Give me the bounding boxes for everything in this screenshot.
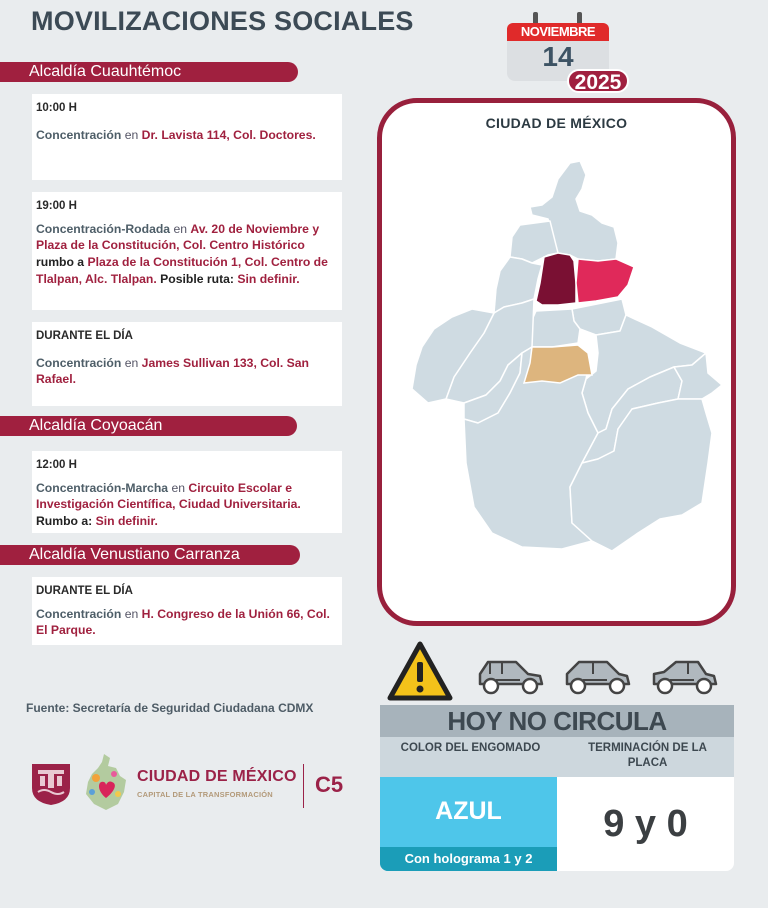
calendar-year: 2025 bbox=[567, 69, 629, 93]
event-description bbox=[36, 480, 338, 530]
event-description bbox=[36, 606, 338, 639]
hoy-no-circula-title: HOY NO CIRCULA bbox=[380, 705, 734, 737]
section-band-cuauhtemoc bbox=[0, 62, 298, 82]
source-note: Fuente: Secretaría de Seguridad Ciudadana CDMX bbox=[26, 701, 314, 715]
sticker-color-header: COLOR DEL ENGOMADO bbox=[400, 742, 541, 754]
cdmx-map-panel bbox=[377, 98, 736, 626]
hologram-note: Con holograma 1 y 2 bbox=[380, 847, 557, 871]
cdmx-coat-of-arms-icon bbox=[30, 762, 72, 806]
event-text-segment: Av. 20 de Noviembre y Plaza de la Constitución, Col. Centro Histórico bbox=[36, 221, 320, 253]
sticker-color-cell bbox=[380, 777, 557, 871]
footer-logos bbox=[30, 752, 360, 814]
plate-ending-value: 9 y 0 bbox=[557, 777, 734, 871]
logo-tagline: CAPITAL DE LA TRANSFORMACIÓN bbox=[137, 790, 273, 799]
event-card bbox=[32, 577, 342, 645]
cdmx-map bbox=[382, 103, 731, 621]
event-text-segment: Concentración bbox=[36, 127, 122, 142]
date-calendar bbox=[507, 12, 622, 94]
car-icon bbox=[563, 658, 633, 698]
car-icon bbox=[650, 658, 720, 698]
event-text-segment: Dr. Lavista 114, Col. Doctores. bbox=[141, 127, 316, 142]
warning-icon bbox=[386, 640, 454, 704]
event-text-segment: Posible ruta: bbox=[156, 271, 238, 286]
page-title: MOVILIZACIONES SOCIALES bbox=[31, 6, 414, 36]
event-card bbox=[32, 451, 342, 533]
alcaldia-label: Alcaldía Coyoacán bbox=[29, 417, 163, 434]
event-text-segment: Concentración-Rodada bbox=[36, 221, 171, 236]
event-card bbox=[32, 192, 342, 310]
event-text-segment: Rumbo a: bbox=[36, 514, 96, 529]
plate-ending-header: TERMINACIÓN DE LA PLACA bbox=[588, 742, 707, 769]
alcaldia-label: Alcaldía Venustiano Carranza bbox=[29, 546, 240, 563]
calendar-day: 14 bbox=[507, 41, 609, 81]
event-text-segment: en bbox=[121, 606, 142, 621]
logo-c5: C5 bbox=[315, 772, 344, 797]
event-text-segment: Plaza de la Constitución 1, Col. Centro de Tlalpan, Alc. Tlalpan. bbox=[36, 255, 328, 286]
event-time: 19:00 H bbox=[36, 200, 77, 212]
event-card bbox=[32, 94, 342, 180]
event-text-segment: rumbo a bbox=[36, 255, 88, 270]
calendar-month: NOVIEMBRE bbox=[507, 23, 609, 41]
map-region-venustiano-carranza-highlight bbox=[576, 259, 634, 303]
event-text-segment: Sin definir. bbox=[237, 271, 300, 286]
section-band-venustiano-carranza bbox=[0, 545, 300, 565]
event-time: 10:00 H bbox=[36, 102, 77, 114]
event-text-segment: Concentración bbox=[36, 606, 122, 621]
event-text-segment: Sin definir. bbox=[95, 514, 158, 529]
event-text-segment: en bbox=[121, 127, 142, 142]
event-time: DURANTE EL DÍA bbox=[36, 330, 133, 342]
event-text-segment: Concentración bbox=[36, 355, 122, 370]
map-title: CIUDAD DE MÉXICO bbox=[485, 115, 628, 131]
event-description bbox=[36, 355, 338, 388]
section-band-coyoacan bbox=[0, 416, 297, 436]
cdmx-map-heart-icon bbox=[82, 752, 130, 812]
map-region-cuauhtemoc-highlight bbox=[536, 253, 576, 305]
event-card bbox=[32, 322, 342, 406]
event-text-segment: Concentración-Marcha bbox=[36, 480, 169, 495]
event-text-segment: en bbox=[170, 221, 191, 236]
event-text-segment: Circuito Escolar e Investigación Científica, Ciudad Universitaria. bbox=[36, 480, 301, 512]
alcaldia-label: Alcaldía Cuauhtémoc bbox=[29, 63, 182, 80]
event-text-segment: James Sullivan 133, Col. San Rafael. bbox=[36, 355, 309, 387]
hoy-no-circula-panel bbox=[380, 640, 734, 866]
logo-city-name: CIUDAD DE MÉXICO bbox=[137, 768, 297, 785]
car-icon bbox=[476, 658, 546, 698]
logo-divider bbox=[303, 764, 304, 808]
event-text-segment: en bbox=[168, 480, 189, 495]
map-region-benito-juarez bbox=[528, 309, 580, 347]
event-time: 12:00 H bbox=[36, 459, 77, 471]
event-time: DURANTE EL DÍA bbox=[36, 585, 133, 597]
event-description bbox=[36, 127, 338, 144]
event-text-segment: en bbox=[121, 355, 142, 370]
event-description bbox=[36, 221, 338, 288]
sticker-color-value: AZUL bbox=[435, 797, 502, 825]
event-text-segment: H. Congreso de la Unión 66, Col. El Parque. bbox=[36, 606, 330, 638]
